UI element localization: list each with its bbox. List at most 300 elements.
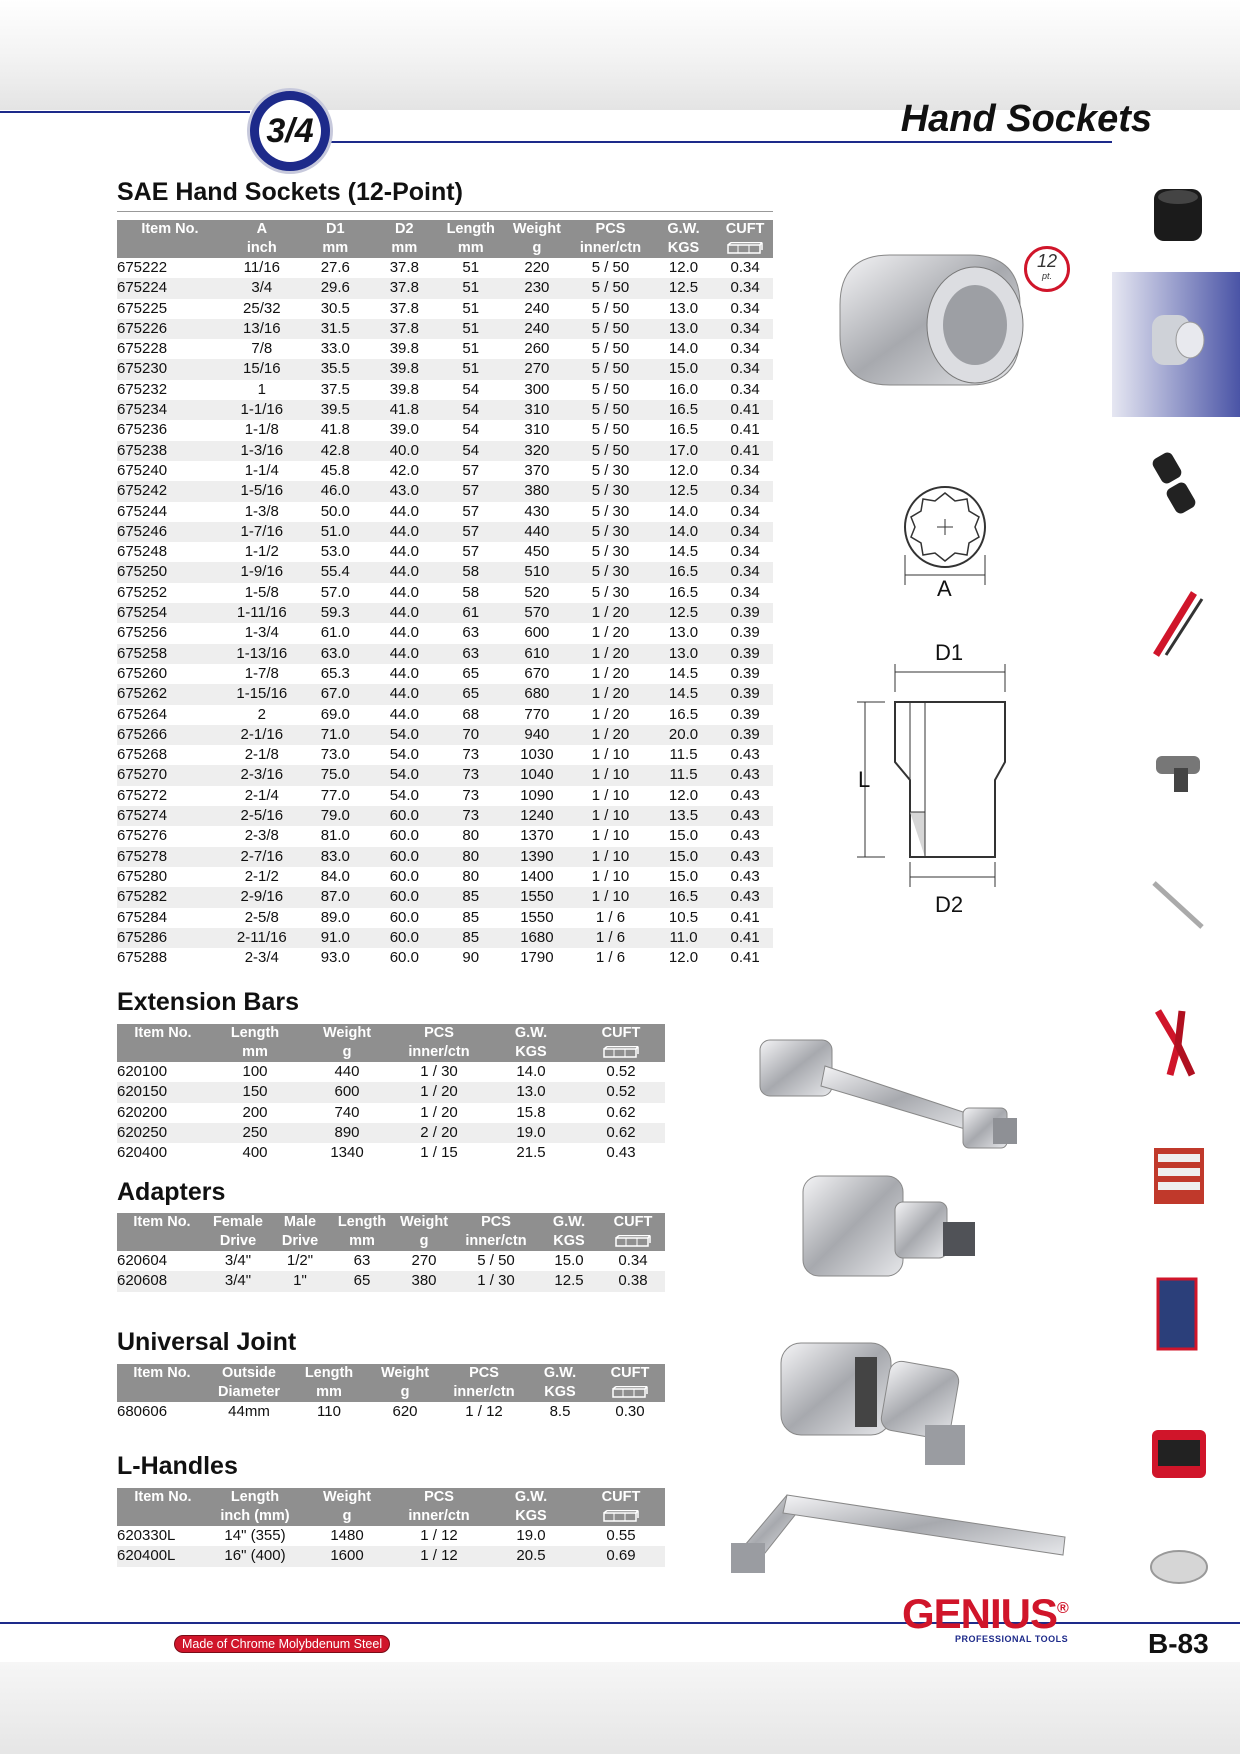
table-cell: 1 / 10 (571, 847, 650, 867)
table-cell: 0.69 (577, 1546, 665, 1566)
table-cell: 1040 (503, 765, 571, 785)
table-row (117, 1526, 665, 1546)
table-cell: 1 / 10 (571, 887, 650, 907)
table-cell: 320 (503, 441, 571, 461)
table-cell: 71.0 (301, 725, 370, 745)
table-cell: 1240 (503, 806, 571, 826)
table-cell: 1 / 10 (591, 786, 630, 804)
table-row (117, 502, 773, 522)
table-cell: 610 (503, 644, 571, 664)
table-cell: 3/4 (223, 278, 301, 298)
table-cell: 65 (462, 664, 480, 682)
table-cell: 2-5/8 (244, 908, 279, 926)
column-header: inner/ctn (443, 1383, 525, 1402)
table-cell: 91.0 (301, 928, 370, 948)
cuft-box-icon (612, 1386, 648, 1398)
table-cell: 77.0 (320, 786, 350, 804)
table-cell: 1-13/16 (223, 644, 301, 664)
table-row (117, 278, 773, 298)
table-cell: 230 (503, 278, 571, 298)
section-title-sockets: SAE Hand Sockets (12-Point) (117, 178, 463, 206)
table-cell: 520 (524, 583, 550, 601)
table-cell: 68 (462, 705, 480, 723)
table-row (117, 786, 773, 806)
table-cell: 1370 (520, 827, 554, 845)
table-cell: 57 (439, 481, 503, 501)
column-header (577, 1043, 665, 1062)
twelve-point-badge (1024, 246, 1070, 292)
table-row (117, 847, 773, 867)
table-cell: 1-1/2 (244, 543, 279, 561)
column-header (117, 1043, 209, 1062)
table-row (117, 908, 773, 928)
column-header: Weight (367, 1364, 443, 1383)
table-cell: 15.0 (668, 867, 699, 885)
table-row (117, 948, 773, 968)
table-cell: 35.5 (301, 359, 370, 379)
table-cell: 270 (411, 1252, 437, 1269)
column-header: inner/ctn (571, 239, 650, 258)
table-cell: 80 (439, 847, 503, 867)
table-cell: 5 / 30 (571, 481, 650, 501)
table-cell: 1-1/4 (244, 461, 279, 479)
table-cell: 510 (503, 562, 571, 582)
column-header: Length (291, 1364, 367, 1383)
column-header: Weight (301, 1488, 393, 1507)
table-cell: 5 / 30 (591, 461, 630, 479)
table-cell: 5 / 50 (571, 441, 650, 461)
table-cell: 73 (462, 786, 480, 804)
table-cell: 620608 (117, 1271, 207, 1291)
brand-logo-text: GENIUS (902, 1590, 1058, 1637)
table-cell: 0.43 (730, 786, 760, 804)
table-cell: 54 (439, 400, 503, 420)
table-cell: 67.0 (301, 684, 370, 704)
table-row (117, 420, 773, 440)
table-cell: 675252 (117, 583, 168, 601)
header-rule-left (0, 111, 250, 113)
table-cell: 13.0 (485, 1082, 577, 1102)
table-cell: 85 (439, 887, 503, 907)
table-cell: 675226 (117, 319, 223, 339)
table-cell: 33.0 (320, 340, 350, 358)
table-cell: 1 / 20 (571, 603, 650, 623)
magnetic-tray-icon[interactable] (1148, 1545, 1210, 1590)
table-header-row (117, 1043, 665, 1062)
table-row (117, 705, 773, 725)
table-row (117, 299, 773, 319)
table-cell: 675278 (117, 847, 223, 867)
table-cell: 45.8 (320, 461, 350, 479)
brand-logo (902, 1590, 1068, 1638)
wrench-icon[interactable] (1148, 875, 1208, 935)
table-cell: 58 (462, 583, 480, 601)
table-row (117, 1402, 665, 1422)
header-band (0, 0, 1240, 110)
table-cell: 65 (439, 684, 503, 704)
table-cell: 675276 (117, 827, 168, 845)
column-header: g (367, 1383, 443, 1402)
table-cell: 1 / 20 (393, 1082, 485, 1102)
table-cell: 620604 (117, 1252, 168, 1269)
table-cell: 63 (439, 644, 503, 664)
page-title: Hand Sockets (900, 98, 1152, 140)
column-header: CUFT (577, 1024, 665, 1043)
column-header: Weight (301, 1024, 393, 1043)
table-cell: 13/16 (223, 319, 301, 339)
table-cell: 14.5 (668, 664, 699, 682)
column-header: g (503, 239, 571, 258)
table-cell: 0.39 (730, 664, 760, 682)
table-cell: 58 (439, 562, 503, 582)
table-cell: 2-9/16 (223, 887, 301, 907)
table-cell: 0.41 (730, 949, 760, 967)
table-cell: 2-7/16 (223, 847, 301, 867)
column-header: CUFT (717, 220, 773, 239)
table-cell: 5 / 50 (591, 299, 630, 317)
table-cell: 620150 (117, 1082, 209, 1102)
table-cell: 1400 (520, 867, 554, 885)
table-cell: 400 (242, 1144, 268, 1162)
table-cell: 12.0 (668, 461, 699, 479)
tool-cabinet-icon[interactable] (1148, 1140, 1210, 1210)
table-cell: 60.0 (389, 908, 419, 926)
table-cell: 79.0 (301, 806, 370, 826)
table-cell: 1680 (503, 928, 571, 948)
table-cell: 16.5 (650, 887, 717, 907)
column-header: KGS (650, 239, 717, 258)
table-cell: 15.0 (668, 827, 699, 845)
table-cell: 1 / 30 (420, 1063, 458, 1080)
table-cell: 0.41 (730, 421, 760, 439)
table-cell: 2 (257, 705, 266, 723)
table-cell: 16.5 (650, 400, 717, 420)
table-cell: 675274 (117, 806, 223, 826)
column-header: mm (291, 1383, 367, 1402)
table-cell: 51 (462, 340, 480, 358)
table-cell: 15.8 (516, 1103, 546, 1121)
page-number: B-83 (1148, 1628, 1209, 1659)
table-cell: 5 / 50 (477, 1252, 515, 1269)
table-cell: 740 (334, 1103, 360, 1121)
table-cell: 69.0 (320, 705, 350, 723)
table-row (117, 441, 773, 461)
twelve-point-number: 12 (1036, 251, 1058, 271)
table-cell: 0.34 (730, 299, 760, 317)
table-cell: 3/4" (207, 1271, 269, 1291)
table-cell: 2-3/4 (244, 949, 279, 967)
table-cell: 41.8 (370, 400, 439, 420)
table-cell: 31.5 (301, 319, 370, 339)
table-cell: 600 (524, 624, 550, 642)
table-cell: 0.39 (730, 624, 760, 642)
table-cell: 2-5/16 (223, 806, 301, 826)
table-cell: 27.6 (320, 259, 350, 276)
table-cell: 13.0 (668, 299, 699, 317)
table-cell: 1 / 10 (591, 827, 630, 845)
table-cell: 110 (317, 1403, 341, 1420)
table-cell: 1-3/8 (244, 502, 279, 520)
dimension-d1-label: D1 (935, 640, 964, 665)
table-cell: 620 (392, 1403, 418, 1420)
socket-photo (830, 245, 1035, 395)
screwdriver-icon[interactable] (1148, 585, 1208, 660)
column-header: KGS (537, 1232, 601, 1251)
table-cell: 1090 (520, 786, 554, 804)
column-header: D2 (370, 220, 439, 239)
table-cell: 675266 (117, 725, 223, 745)
table-cell: 65 (331, 1271, 393, 1291)
table-cell: 300 (524, 380, 550, 398)
table-cell: 60.0 (389, 867, 419, 885)
table-cell: 620330L (117, 1527, 176, 1544)
table-cell: 0.39 (717, 684, 773, 704)
table-cell: 620250 (117, 1123, 209, 1143)
ujoint-table (117, 1364, 665, 1422)
table-header-row (117, 220, 773, 239)
table-cell: 57 (439, 522, 503, 542)
column-header: Item No. (117, 1488, 209, 1507)
socket-side-diagram (855, 662, 1015, 902)
table-cell: 1390 (503, 847, 571, 867)
column-header: G.W. (485, 1024, 577, 1043)
table-cell: 0.43 (717, 847, 773, 867)
table-cell: 675272 (117, 786, 168, 804)
cuft-box-icon (727, 242, 763, 254)
table-row (117, 522, 773, 542)
dimension-l-label: L (858, 767, 871, 792)
sockets-table (117, 220, 773, 968)
table-cell: 1 / 10 (591, 746, 630, 764)
table-cell: 450 (524, 543, 550, 561)
table-cell: 270 (503, 359, 571, 379)
column-header: Item No. (117, 220, 223, 239)
bit-socket-icon[interactable] (1148, 450, 1208, 520)
table-cell: 0.43 (717, 806, 773, 826)
table-cell: 675254 (117, 603, 223, 623)
table-cell: 0.34 (730, 380, 760, 398)
table-cell: 5 / 50 (571, 319, 650, 339)
table-cell: 46.0 (301, 481, 370, 501)
pliers-icon[interactable] (1148, 1005, 1208, 1080)
table-cell: 51.0 (301, 522, 370, 542)
table-row (117, 684, 773, 704)
column-header: PCS (455, 1213, 537, 1232)
table-cell: 675248 (117, 543, 168, 561)
table-cell: 675228 (117, 340, 168, 358)
table-row (117, 1062, 665, 1082)
column-header: Weight (393, 1213, 455, 1232)
table-cell: 1 / 20 (591, 705, 630, 723)
table-cell: 675244 (117, 502, 168, 520)
table-cell: 1 / 30 (455, 1271, 537, 1291)
column-header: A (223, 220, 301, 239)
table-cell: 1-11/16 (223, 603, 301, 623)
table-cell: 380 (503, 481, 571, 501)
table-cell: 1-1/16 (223, 400, 301, 420)
column-header: G.W. (650, 220, 717, 239)
table-cell: 44.0 (389, 502, 419, 520)
table-cell: 675264 (117, 705, 168, 723)
table-cell: 14" (355) (224, 1527, 286, 1544)
table-cell: 1-5/16 (223, 481, 301, 501)
tool-board-icon[interactable] (1148, 1275, 1208, 1355)
table-row (117, 765, 773, 785)
table-cell: 675242 (117, 481, 223, 501)
table-cell: 16.0 (668, 380, 699, 398)
table-cell: 0.34 (717, 481, 773, 501)
table-cell: 60.0 (370, 928, 439, 948)
table-cell: 60.0 (389, 949, 419, 967)
column-header: Drive (269, 1232, 331, 1251)
table-header-row (117, 1488, 665, 1507)
impact-socket-icon[interactable] (1148, 185, 1208, 245)
table-cell: 1-7/16 (223, 522, 301, 542)
material-note: Made of Chrome Molybdenum Steel (174, 1635, 390, 1653)
universal-joint-photo (775, 1335, 995, 1470)
table-cell: 250 (209, 1123, 301, 1143)
table-cell: 0.38 (601, 1271, 665, 1291)
table-header-row (117, 1364, 665, 1383)
table-cell: 93.0 (320, 949, 350, 967)
table-cell: 310 (524, 421, 550, 439)
table-cell: 39.8 (389, 380, 419, 398)
table-cell: 1-9/16 (223, 562, 301, 582)
table-cell: 54.0 (389, 746, 419, 764)
table-cell: 44.0 (370, 562, 439, 582)
table-cell: 2-1/8 (244, 746, 279, 764)
table-row (117, 887, 773, 907)
table-row (117, 806, 773, 826)
section-title-extension: Extension Bars (117, 988, 300, 1016)
column-header (117, 1507, 209, 1526)
table-cell: 57.0 (320, 583, 350, 601)
table-cell: 39.8 (389, 340, 419, 358)
table-cell: 63 (353, 1252, 371, 1269)
column-header: CUFT (595, 1364, 665, 1383)
table-cell: 675286 (117, 928, 223, 948)
table-cell: 11.0 (650, 928, 717, 948)
table-cell: 0.43 (730, 827, 760, 845)
column-header: g (301, 1043, 393, 1062)
table-cell: 44.0 (389, 664, 419, 682)
table-cell: 1 / 12 (420, 1527, 458, 1544)
table-cell: 73 (439, 806, 503, 826)
table-row (117, 1251, 665, 1271)
table-cell: 44.0 (370, 684, 439, 704)
table-row (117, 745, 773, 765)
table-cell: 1 / 20 (420, 1103, 458, 1121)
table-cell: 17.0 (650, 441, 717, 461)
table-cell: 1-3/4 (244, 624, 279, 642)
table-cell: 13.0 (650, 644, 717, 664)
column-header: PCS (393, 1024, 485, 1043)
table-cell: 5 / 50 (571, 359, 650, 379)
table-cell: 55.4 (301, 562, 370, 582)
table-cell: 60.0 (370, 887, 439, 907)
tool-set-case-icon[interactable] (1148, 1420, 1210, 1485)
table-cell: 87.0 (301, 887, 370, 907)
impact-wrench-icon[interactable] (1148, 740, 1208, 795)
column-header: KGS (485, 1507, 577, 1526)
table-cell: 81.0 (320, 827, 350, 845)
table-cell: 19.0 (516, 1527, 546, 1544)
table-cell: 54 (439, 441, 503, 461)
footer-band (0, 1662, 1240, 1754)
table-row (117, 623, 773, 643)
table-cell: 675225 (117, 299, 168, 317)
section-rule-sockets (117, 211, 773, 212)
table-cell: 44mm (228, 1403, 270, 1420)
hand-socket-icon[interactable] (1148, 305, 1208, 375)
table-row (117, 481, 773, 501)
adapter-photo (795, 1170, 995, 1295)
table-row (117, 664, 773, 684)
table-cell: 11.5 (650, 765, 717, 785)
table-cell: 80 (462, 827, 480, 845)
dimension-d2-label: D2 (935, 892, 964, 917)
dimension-a-label: A (937, 576, 952, 601)
table-cell: 10.5 (668, 908, 699, 926)
column-header: g (301, 1507, 393, 1526)
table-cell: 1030 (520, 746, 554, 764)
table-cell: 51 (439, 359, 503, 379)
table-cell: 0.41 (717, 400, 773, 420)
table-cell: 60.0 (389, 827, 419, 845)
table-cell: 2-1/16 (223, 725, 301, 745)
table-cell: 16.5 (668, 421, 699, 439)
table-header-row (117, 1507, 665, 1526)
column-header (117, 239, 223, 258)
section-title-adapters: Adapters (117, 1178, 226, 1206)
table-cell: 12.5 (650, 481, 717, 501)
column-header: inner/ctn (455, 1232, 537, 1251)
table-cell: 37.8 (389, 259, 419, 276)
table-cell: 1 / 12 (393, 1546, 485, 1566)
table-cell: 620400L (117, 1546, 209, 1566)
table-cell: 0.34 (730, 340, 760, 358)
table-cell: 14.0 (650, 522, 717, 542)
table-cell: 12.5 (537, 1271, 601, 1291)
column-header: inner/ctn (393, 1043, 485, 1062)
table-cell: 21.5 (516, 1144, 546, 1162)
table-cell: 16.5 (650, 562, 717, 582)
table-cell: 675240 (117, 461, 168, 479)
table-cell: 675232 (117, 380, 168, 398)
column-header: Length (331, 1213, 393, 1232)
brand-tagline: PROFESSIONAL TOOLS (955, 1634, 1069, 1644)
table-cell: 37.8 (370, 278, 439, 298)
column-header (601, 1232, 665, 1251)
table-cell: 12.0 (668, 259, 699, 276)
table-row (117, 380, 773, 400)
table-cell: 380 (393, 1271, 455, 1291)
table-cell: 0.34 (730, 543, 760, 561)
table-cell: 100 (242, 1063, 268, 1080)
table-cell: 1 (257, 380, 266, 398)
table-cell: 60.0 (370, 847, 439, 867)
column-header: Length (439, 220, 503, 239)
table-cell: 675270 (117, 765, 223, 785)
table-cell: 15.0 (650, 359, 717, 379)
table-cell: 13.0 (668, 624, 699, 642)
table-cell: 1 / 20 (571, 684, 650, 704)
adapters-table (117, 1213, 665, 1292)
table-cell: 5 / 30 (571, 522, 650, 542)
table-cell: 675234 (117, 400, 223, 420)
table-cell: 54.0 (389, 786, 419, 804)
column-header: KGS (525, 1383, 595, 1402)
